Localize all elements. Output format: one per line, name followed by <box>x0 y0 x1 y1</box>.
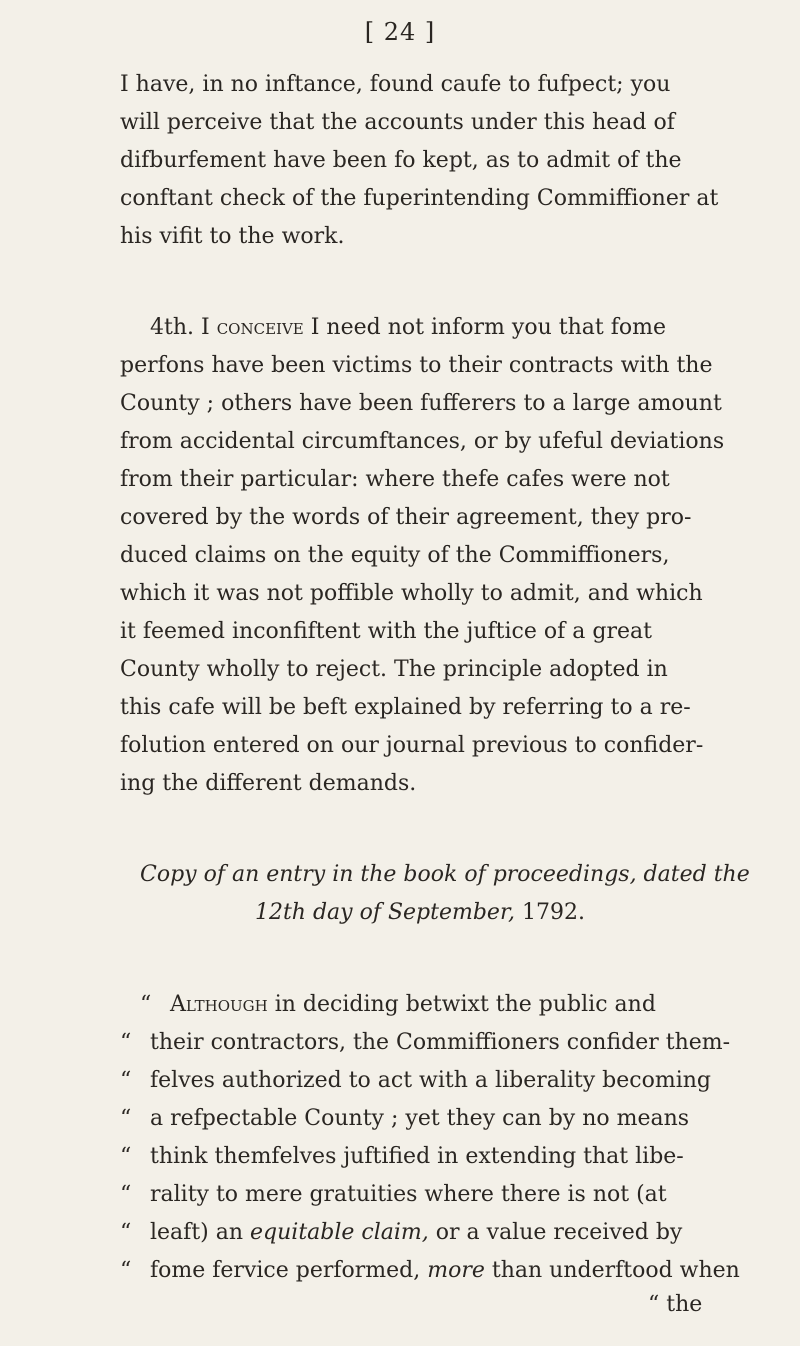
paragraph2-line-12: folution entered on our journal previous to confider- <box>120 733 704 758</box>
paragraph2-line-3: County ; others have been fufferers to a large amount <box>120 391 722 416</box>
paragraph2-line-4: from accidental circumftances, or by ufeful deviations <box>120 429 725 454</box>
quote-line-7 <box>120 1218 760 1248</box>
quote-mark: “ <box>120 1220 132 1245</box>
quote-text: or a value received by <box>428 1220 683 1245</box>
quote-text: than underftood when <box>484 1258 740 1283</box>
quote-mark: “ <box>120 1182 132 1207</box>
quote-first-word: Although <box>170 992 268 1017</box>
paragraph2-line-1 <box>120 313 760 343</box>
paragraph2-line-13: ing the different demands. <box>120 771 417 796</box>
paragraph2-line-8: which it was not poffible wholly to admit, and which <box>120 581 703 606</box>
quote-text: a refpectable County ; yet they can by no means <box>150 1106 690 1131</box>
paragraph1-line-4: conftant check of the fuperintending Commiffioner at <box>120 186 719 211</box>
quote-line-3 <box>120 1066 760 1096</box>
paragraph2-line-2: perfons have been victims to their contracts with the <box>120 353 713 378</box>
paragraph2-rest: I need not inform you that fome <box>303 315 666 340</box>
paragraph2-line-11: this cafe will be beft explained by referring to a re- <box>120 695 691 720</box>
quote-text: fome fervice performed, <box>150 1258 428 1283</box>
paragraph1-line-1: I have, in no inftance, found caufe to fufpect; you <box>120 72 671 97</box>
paragraph2-line-10: County wholly to reject. The principle adopted in <box>120 657 668 682</box>
page-number: [ 24 ] <box>364 18 436 46</box>
entry-heading-line-1: Copy of an entry in the book of proceedings, dated the <box>140 862 750 887</box>
quote-first-rest: in deciding betwixt the public and <box>267 992 656 1017</box>
quote-mark: “ <box>120 1144 132 1169</box>
entry-heading-year: 1792. <box>515 900 586 925</box>
quote-mark: “ <box>120 1068 132 1093</box>
paragraph2-line-7: duced claims on the equity of the Commiffioners, <box>120 543 670 568</box>
quote-line-6 <box>120 1180 760 1210</box>
quote-text: felves authorized to act with a liberality becoming <box>150 1068 711 1093</box>
paragraph2-line-6: covered by the words of their agreement, they pro- <box>120 505 692 530</box>
quote-line-2 <box>120 1028 760 1058</box>
paragraph1-line-2: will perceive that the accounts under this head of <box>120 110 675 135</box>
quote-mark: “ <box>140 992 152 1017</box>
paragraph2-smallcaps: conceive <box>216 315 304 340</box>
quote-text: rality to mere gratuities where there is not (at <box>150 1182 667 1207</box>
quote-mark: “ <box>120 1106 132 1131</box>
quote-line-4 <box>120 1104 760 1134</box>
paragraph1-line-5: his vifit to the work. <box>120 224 345 249</box>
quote-text: think themfelves juftified in extending that libe- <box>150 1144 684 1169</box>
quote-mark: “ <box>120 1258 132 1283</box>
quote-italic: equitable claim, <box>250 1220 429 1245</box>
entry-heading-date: 12th day of September, <box>254 900 516 925</box>
paragraph1-line-3: difburfement have been fo kept, as to admit of the <box>120 148 682 173</box>
paragraph2-line-9: it feemed inconfiftent with the juftice of a great <box>120 619 652 644</box>
quote-mark: “ <box>120 1030 132 1055</box>
quote-text: leaft) an <box>150 1220 251 1245</box>
paragraph2-lead: 4th. I <box>150 315 210 340</box>
paragraph2-line-5: from their particular: where thefe cafes were not <box>120 467 670 492</box>
catchword: “ the <box>648 1292 703 1317</box>
quote-line-8 <box>120 1256 760 1286</box>
entry-heading-line-2 <box>100 898 740 928</box>
quote-text: their contractors, the Commiffioners confider them- <box>150 1030 731 1055</box>
quote-italic: more <box>427 1258 485 1283</box>
quote-line-1 <box>120 990 760 1020</box>
quote-line-5 <box>120 1142 760 1172</box>
